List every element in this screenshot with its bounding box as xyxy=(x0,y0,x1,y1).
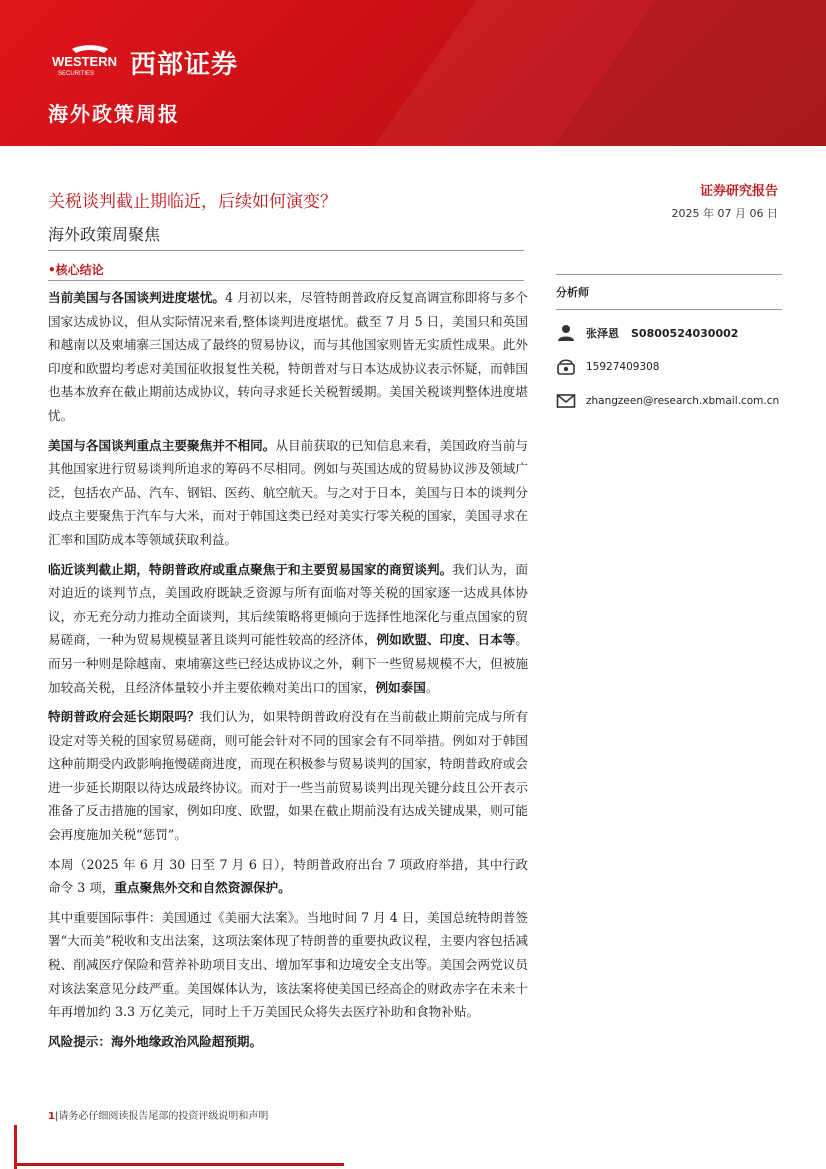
para-text: 本周（2025 年 6 月 30 日至 7 月 6 日），特朗普政府出台 7 项政府举措，其中行政命令 3 项， xyxy=(48,856,528,896)
analyst-mid-rule xyxy=(556,309,782,310)
para-text: 4 月初以来，尽管特朗普政府反复高调宣称即将与多个国家达成协议，但从实际情况来看,整体谈判进度堪忧。截至 7 月 5 日，美国只和英国和越南以及柬埔寨三国达成了最终的贸易协议，而与其他国家则皆无实质性成果。此外印度和欧盟均考虑对美国征收报复性关税，特朗普对与日本达成协议表示怀疑，而韩国也基本放弃在截止期前达成协议，转向寻求延长关税暂缓期。美国关税谈判整体进度堪忧。 xyxy=(48,290,528,423)
paragraph-deadline xyxy=(48,558,528,700)
para-emphasis: 例如欧盟、印度、日本等 xyxy=(376,632,516,648)
section-label-core: •核心结论 xyxy=(48,263,104,277)
logo-cn: 西部证券 xyxy=(130,50,239,80)
para-text: 其中重要国际事件：美国通过《美丽大法案》。当地时间 7 月 4 日，美国总统特朗普签署“大而美”税收和支出法案，这项法案体现了特朗普的重要执政议程，主要内容包括减税、削减医疗保险和营养补助项目支出、增加军事和边境安全支出等。美国会两党议员对该法案意见分歧严重。美国媒体认为，该法案将使美国已经高企的财政赤字在未来十年再增加约 3.3 万亿美元，同时上千万美国民众将失去医疗补助和食物补贴。 xyxy=(48,909,528,1020)
report-date: 2025 年 07 月 06 日 xyxy=(671,207,778,220)
analyst-phone: 15927409308 xyxy=(586,361,660,373)
logo-en-sub: SECURITIES xyxy=(58,71,95,77)
para-text: 我们认为，面对迫近的谈判节点，美国政府既缺乏资源与所有面临对等关税的国家逐一达成具体协议，亦无充分动力推动全面谈判，其后续策略将更倾向于选择性地深化与重点国家的贸易磋商，一种为贸易规模显著且谈判可能性较高的经济体， xyxy=(48,561,529,648)
phone-icon xyxy=(556,358,576,376)
logo-en-text: WESTERN xyxy=(52,54,117,69)
western-securities-logo xyxy=(52,45,128,77)
analyst-phone-row xyxy=(556,354,782,380)
para-text: 。而另一种则是除越南、柬埔寨这些已经达成协议之外，剩下一些贸易规模不大，但被施加较高关税，且经济体量较小并主要依赖对美出口的国家， xyxy=(48,632,529,695)
analyst-email: zhangzeen@research.xbmail.com.cn xyxy=(586,395,780,407)
paragraph-this-week xyxy=(48,853,528,900)
para-heading: 特朗普政府会延长期限吗？ xyxy=(48,709,200,725)
mail-icon xyxy=(556,392,576,410)
para-text: 从目前获取的已知信息来看，美国政府当前与其他国家进行贸易谈判所追求的筹码不尽相同。例如与英国达成的贸易协议涉及领域广泛，包括农产品、汽车、钢铝、医药、航空航天。与之对于日本，美国与日本的谈判分歧点主要聚焦于汽车与大米，而对于韩国这类已经对美实行零关税的国家，美国寻求在汇率和国防成本等领域获取利益。 xyxy=(48,437,529,547)
footer-accent-horizontal xyxy=(14,1163,344,1166)
report-title: 关税谈判截止期临近，后续如何演变？ xyxy=(48,192,337,212)
footer-notice: |请务必仔细阅读报告尾部的投资评级说明和声明 xyxy=(54,1111,269,1122)
para-text: 。 xyxy=(425,679,439,695)
para-text: 我们认为，如果特朗普政府没有在当前截止期前完成与所有设定对等关税的国家贸易磋商，则可能会针对不同的国家会有不同举措。例如对于韩国这种前期受内政影响拖慢磋商进度，而现在积极参与贸易谈判的国家，特朗普政府或会进一步延长期限以待达成最终协议。而对于一些当前贸易谈判出现关键分歧且公开表示准备了反击措施的国家，例如印度、欧盟，如果在截止期前没有达成关键成果，则可能会再度施加关税“惩罚”。 xyxy=(48,709,529,843)
report-subtitle: 海外政策周聚焦 xyxy=(48,225,161,244)
para-heading: 临近谈判截止期，特朗普政府或重点聚焦于和主要贸易国家的商贸谈判。 xyxy=(48,561,453,577)
header-section-title: 海外政策周报 xyxy=(48,102,180,126)
analyst-license: S0800524030002 xyxy=(631,326,739,340)
title-divider xyxy=(48,250,524,251)
paragraph-events xyxy=(48,906,528,1024)
page-number: 1 xyxy=(48,1111,55,1122)
section-divider xyxy=(48,280,524,281)
paragraph-extension xyxy=(48,705,528,847)
para-emphasis: 重点聚焦外交和自然资源保护。 xyxy=(114,880,291,896)
report-body xyxy=(48,286,528,1059)
risk-warning: 风险提示：海外地缘政治风险超预期。 xyxy=(48,1033,263,1049)
para-heading: 美国与各国谈判重点主要聚焦并不相同。 xyxy=(48,437,276,453)
page-header xyxy=(0,0,826,146)
analyst-top-rule xyxy=(556,274,782,275)
page-footer xyxy=(48,1107,268,1122)
para-emphasis: 例如泰国 xyxy=(375,679,426,695)
analyst-name: 张泽恩 xyxy=(586,327,619,340)
person-icon xyxy=(556,324,576,342)
analyst-panel xyxy=(556,274,782,422)
analyst-heading: 分析师 xyxy=(556,286,589,299)
report-type: 证券研究报告 xyxy=(699,184,778,199)
analyst-name-row xyxy=(556,320,782,346)
paragraph-focus xyxy=(48,434,528,552)
paragraph-progress xyxy=(48,286,528,428)
para-heading: 当前美国与各国谈判进度堪忧。 xyxy=(48,290,226,305)
analyst-email-row xyxy=(556,388,782,414)
